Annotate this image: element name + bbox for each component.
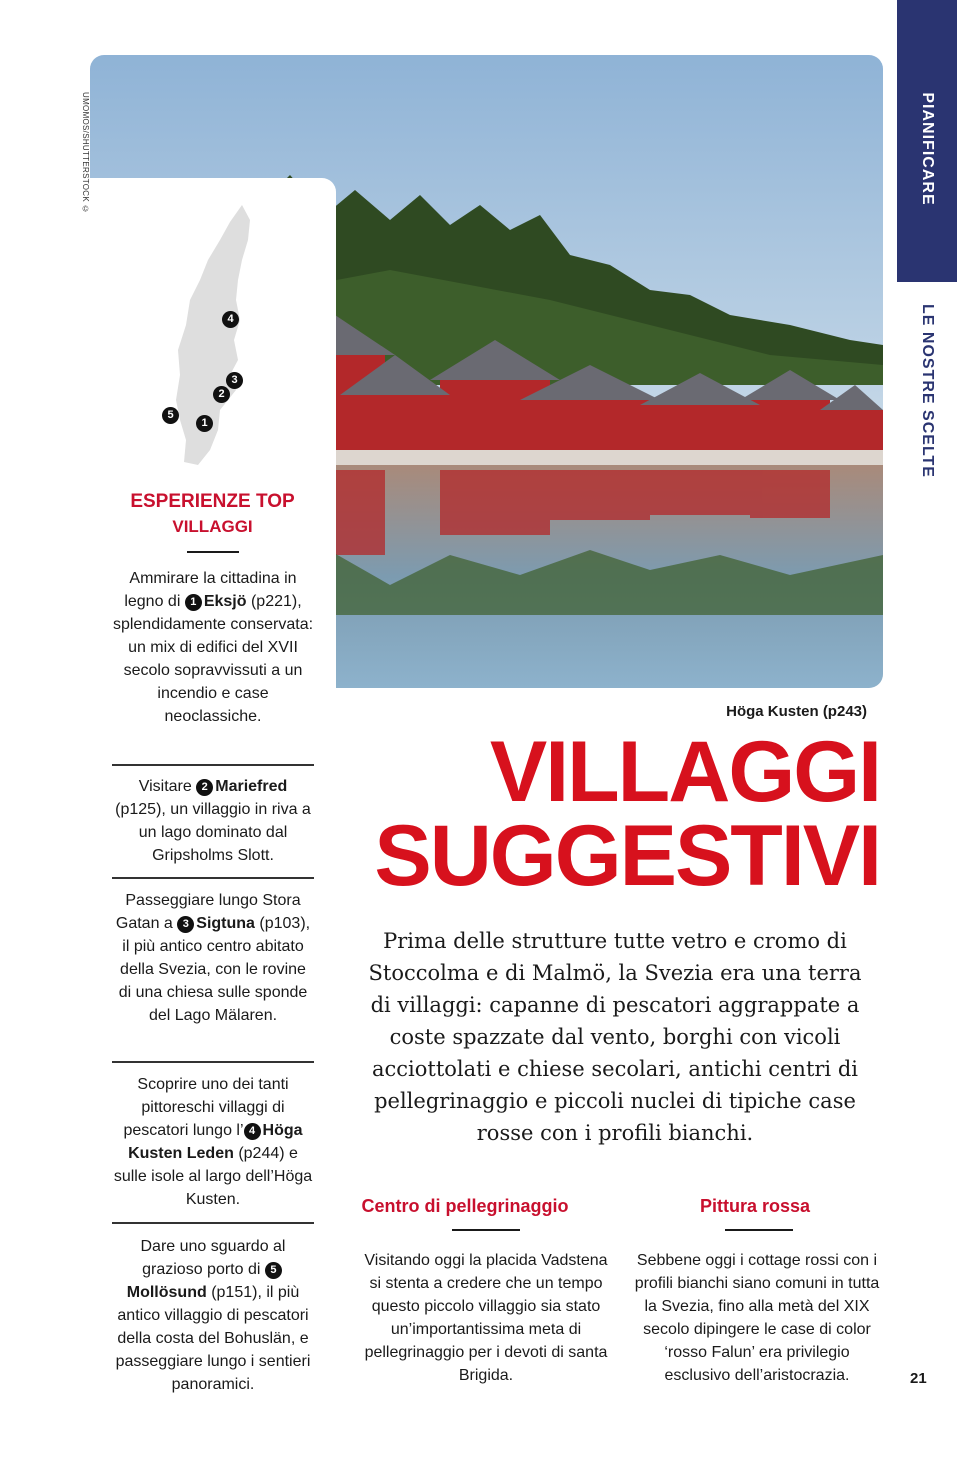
experience-number: 5	[265, 1262, 282, 1279]
section-tab	[897, 0, 957, 282]
experience-text: (p103), il più antico centro abitato della Svezia, con le rovine di una chiesa sulle sponde del Lago Mälaren.	[118, 915, 311, 1024]
experience-item-3	[112, 889, 314, 1027]
section-tab-label: PIANIFICARE	[919, 92, 936, 206]
subsection-tab-label: LE NOSTRE SCELTE	[919, 304, 936, 478]
experience-place: Mollösund	[126, 1284, 207, 1301]
experience-place: Sigtuna	[196, 915, 255, 932]
experience-number: 1	[185, 594, 202, 611]
experience-place: Eksjö	[203, 593, 247, 610]
page-title-line-1: VILLAGGI	[489, 724, 880, 820]
column-1-title: Centro di pellegrinaggio	[361, 1196, 569, 1216]
subsection-tab	[897, 282, 957, 482]
experience-item-4	[112, 1073, 314, 1211]
divider	[112, 764, 314, 766]
experiences-title: ESPERIENZE TOP	[130, 491, 295, 512]
experience-text: Ammirare la cittadina in legno di	[124, 570, 297, 610]
experience-text: Passeggiare lungo Stora Gatan a	[115, 892, 301, 932]
photo-caption: Höga Kusten (p243)	[726, 703, 867, 720]
experience-text: (p151), il più antico villaggio di pescatori della costa del Bohuslän, e passeggiare lungo i sentieri panoramici.	[115, 1284, 311, 1393]
experience-number: 4	[244, 1123, 261, 1140]
experience-place: Mariefred	[215, 778, 288, 795]
heading-rule	[187, 551, 239, 553]
map-marker-1: 1	[196, 415, 213, 432]
experiences-subtitle: VILLAGGI	[172, 517, 253, 536]
page-number: 21	[910, 1370, 927, 1387]
experiences-heading	[110, 489, 315, 539]
page-title-line-2: SUGGESTIVI	[374, 808, 880, 904]
experience-item-2	[112, 775, 314, 867]
photo-credit: UMOMOS/SHUTTERSTOCK ©	[81, 92, 90, 214]
column-2-rule	[725, 1229, 793, 1231]
column-1-rule	[452, 1229, 520, 1231]
experience-text: Visitare	[138, 778, 192, 795]
experience-text: Scoprire uno dei tanti pittoreschi villaggi di pescatori lungo l’	[123, 1076, 289, 1139]
map-marker-2: 2	[213, 386, 230, 403]
experience-number: 3	[177, 916, 194, 933]
column-2-title: Pittura rossa	[699, 1196, 811, 1216]
experience-item-5	[112, 1235, 314, 1396]
experience-text: (p221), splendidamente conservata: un mix di edifici del XVII secolo sopravvissuti a un incendio e case neoclassiche.	[112, 593, 314, 725]
sweden-map	[150, 200, 280, 470]
map-marker-3: 3	[226, 372, 243, 389]
page-title	[340, 724, 880, 904]
experience-text: (p244) e sulle isole al largo dell’Höga Kusten.	[113, 1145, 313, 1208]
column-1-text: Visitando oggi la placida Vadstena si stenta a credere che un tempo questo piccolo villaggio sia stato un’importantissima meta di pellegrinaggio per i devoti di santa Brigida.	[364, 1252, 608, 1384]
map-marker-4: 4	[222, 311, 239, 328]
experience-text: (p125), un villaggio in riva a un lago dominato dal Gripsholms Slott.	[115, 801, 311, 864]
experience-item-1	[112, 567, 314, 728]
column-2-text: Sebbene oggi i cottage rossi con i profili bianchi siano comuni in tutta la Svezia, fino alla metà del XIX secolo dipingere le case di color ‘rosso Falun’ era privilegio esclusivo dell’aristocrazia.	[634, 1252, 880, 1384]
map-marker-5: 5	[162, 407, 179, 424]
experience-place: Höga Kusten Leden	[128, 1122, 303, 1162]
divider	[112, 1061, 314, 1063]
divider	[112, 1222, 314, 1224]
experience-text: Dare uno sguardo al grazioso porto di	[140, 1238, 286, 1278]
experience-number: 2	[196, 779, 213, 796]
divider	[112, 877, 314, 879]
intro-paragraph: Prima delle strutture tutte vetro e cromo di Stoccolma e di Malmö, la Svezia era una terra di villaggi: capanne di pescatori aggrappate a coste spazzate dal vento, borghi con vicoli acciottolati e chiese secolari, antichi centri di pellegrinaggio e piccoli nuclei di tipiche case rosse con i profili bianchi.	[368, 929, 862, 1145]
